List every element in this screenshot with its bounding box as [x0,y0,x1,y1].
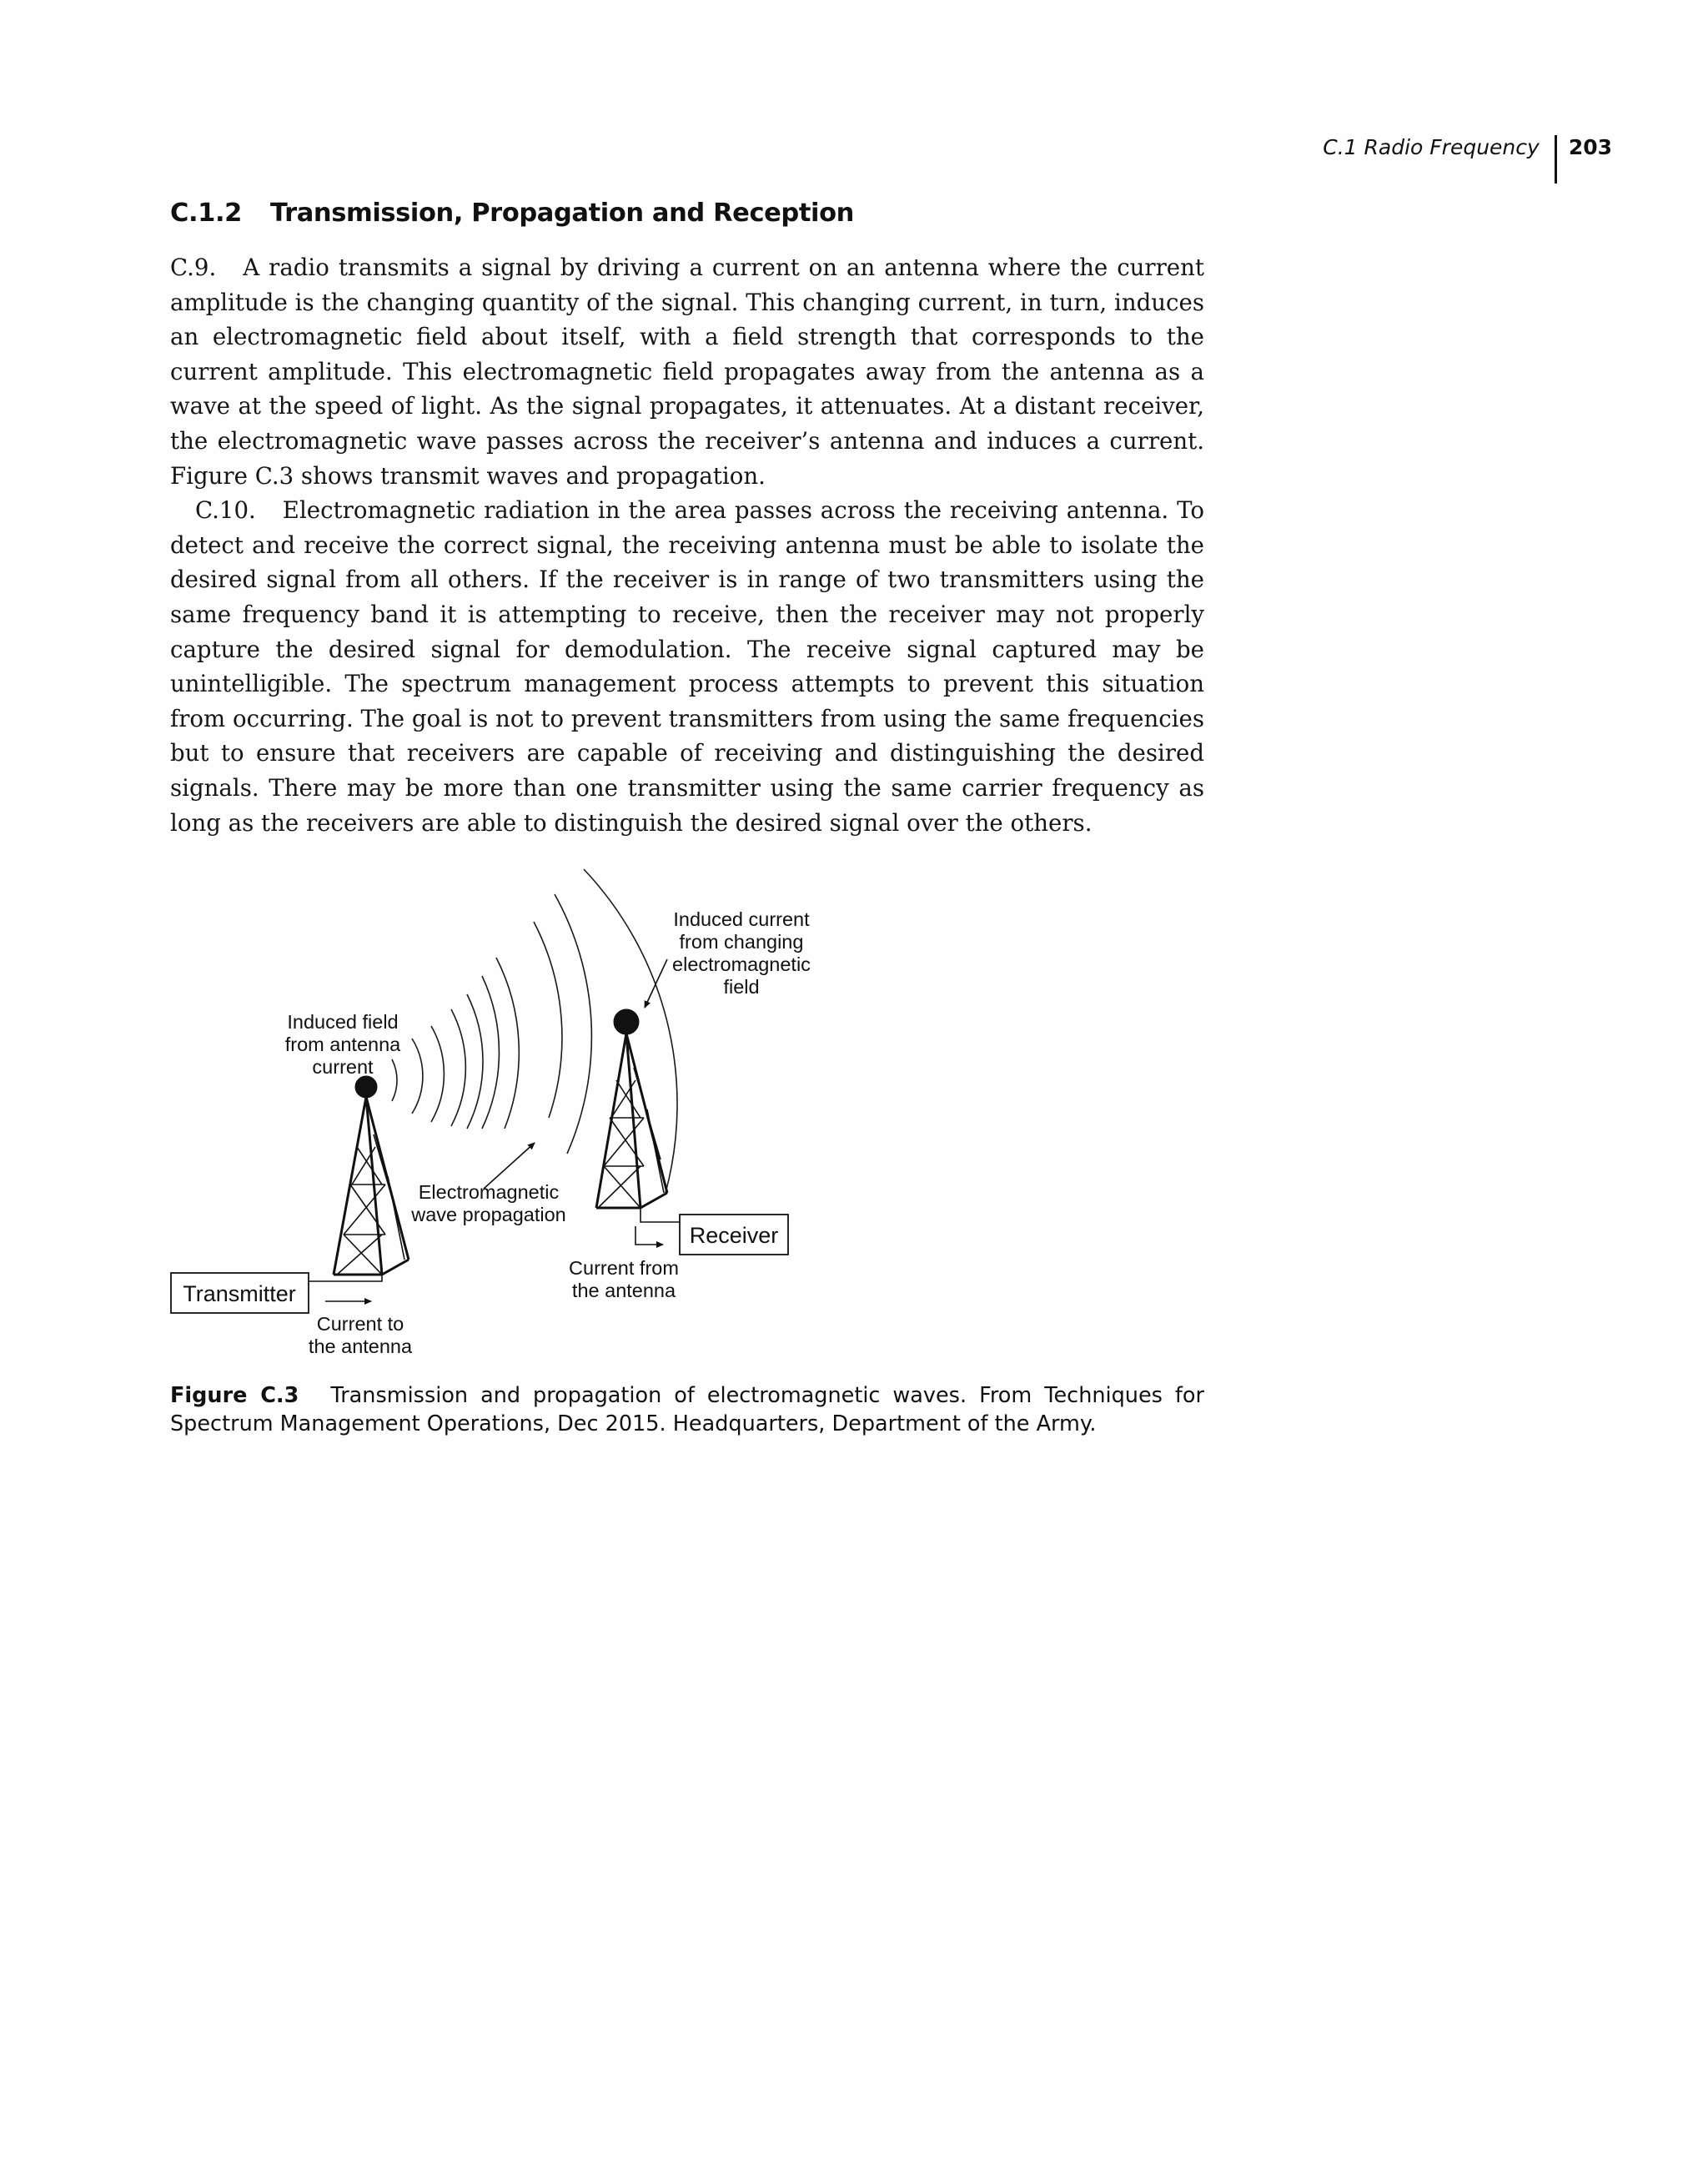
tower-top-icon [356,1077,376,1097]
receiver-label: Receiver [689,1223,779,1248]
paragraph-c9 [170,250,1204,493]
body-text [170,250,1204,840]
transmitter-tower [334,1077,409,1275]
wave-arc [392,1059,397,1101]
paragraph-number: C.10. [195,496,256,525]
label-line: wave propagation [411,1204,566,1225]
label-line: Current from [569,1257,679,1279]
label-line: current [312,1056,374,1078]
wave-arc [412,1039,423,1114]
section-heading [170,199,854,228]
caption-text: Transmission and propagation of electromagnetic waves. From Techniques for Spectrum Management Operations, Dec 2015. Headquarters, Department of the Army. [170,1383,1204,1436]
wave-arc [555,894,591,1154]
paragraph-text: A radio transmits a signal by driving a current on an antenna where the current amplitude is the changing quantity of the signal. This changing current, in turn, induces an electromagnetic field about itself, with a field strength that corresponds to the current amplitude. This electromagnetic field propagates away from the antenna as a wave at the speed of light. As the signal propagates, it attenuates. At a distant receiver, the electromagnetic wave passes across the receiver’s antenna and induces a current. Figure C.3 shows transmit waves and propagation. [170,254,1204,490]
current-from-arrow [635,1226,663,1245]
wave-arc [467,994,483,1129]
label-line: Induced field [287,1011,399,1033]
label-induced-field [285,1011,401,1078]
label-line: the antenna [571,1280,676,1301]
label-line: Electromagnetic [418,1181,560,1203]
label-line: from changing [679,931,804,953]
label-line: Induced current [673,908,810,930]
running-head-title: C.1 Radio Frequency [1323,135,1540,159]
label-line: Current to [316,1313,404,1335]
wave-arc [482,976,499,1129]
label-current-to [309,1313,413,1357]
label-line: electromagnetic [672,953,811,975]
wave-arc [451,1009,465,1126]
caption-label: Figure C.3 [170,1383,299,1408]
section-number: C.1.2 [170,199,243,228]
transmitter-label: Transmitter [183,1281,296,1306]
paragraph-c10 [170,493,1204,840]
figure-caption [170,1381,1204,1438]
label-current-from [569,1257,679,1301]
tower-top-icon [615,1010,638,1034]
running-head [1323,133,1612,184]
transmission-diagram [167,859,834,1376]
wave-arc [431,1026,444,1122]
label-line: the antenna [308,1335,413,1357]
label-induced-current [672,908,811,998]
receiver-tower [596,1010,667,1208]
paragraph-number: C.9. [170,254,217,281]
wave-arc [534,922,562,1118]
paragraph-text: Electromagnetic radiation in the area passes across the receiving antenna. To detect and receive the correct signal, the receiving antenna must be able to isolate the desired signal from all others. If the receiver is in range of two transmitters using the same frequency band it is attempting to receive, then the receiver may not properly capture the desired signal for demodulation. The receive signal captured may be unintelligible. The spectrum management process attempts to prevent this situation from occurring. The goal is not to prevent transmitters from using the same frequencies but to ensure that receivers are capable of receiving and distinguishing the desired signals. There may be more than one transmitter using the same carrier frequency as long as the receivers are able to distinguish the desired signal over the others. [170,496,1204,837]
section-title: Transmission, Propagation and Reception [270,199,854,228]
label-line: from antenna [284,1034,401,1055]
figure-c3 [167,859,834,1376]
page-number: 203 [1568,135,1612,159]
wave-arc [496,958,519,1129]
label-em-wave [410,1181,566,1225]
label-line: field [723,976,760,998]
